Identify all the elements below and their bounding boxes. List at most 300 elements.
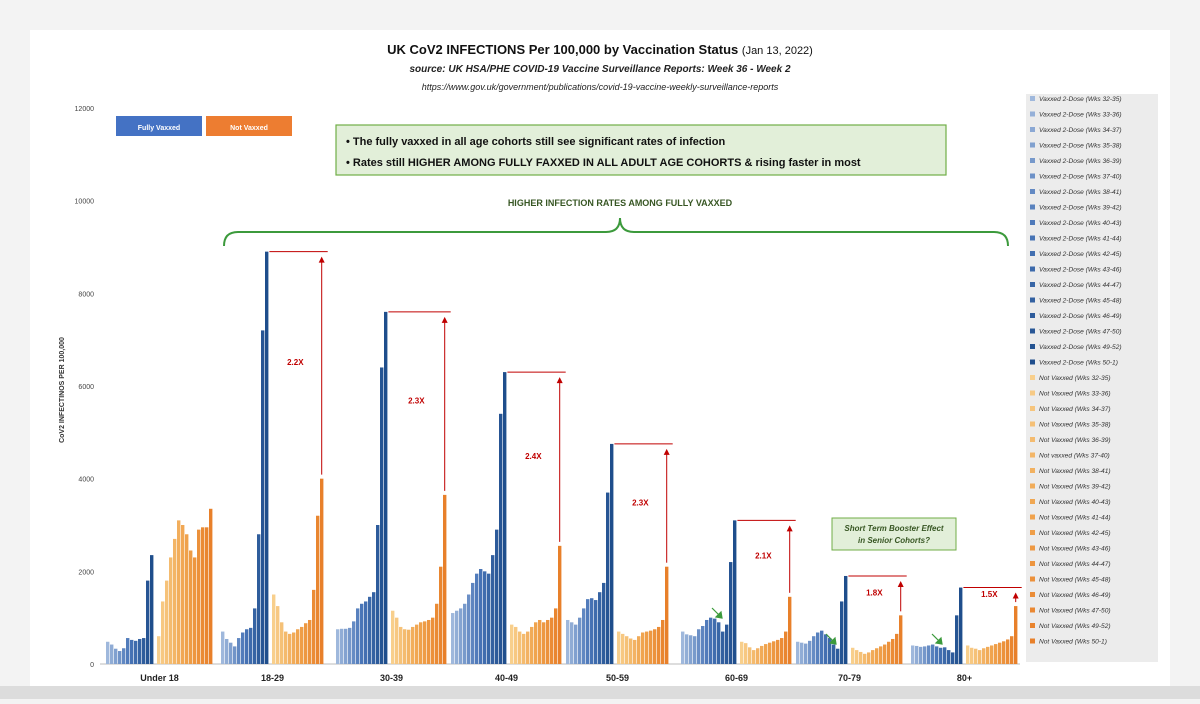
not-vaxxed-bar [895,634,898,664]
vaxxed-bar [808,641,811,664]
chart-source-url: https://www.gov.uk/government/publications/covid-19-vaccine-weekly-surveillance-reports [421,82,779,92]
vaxxed-bar [709,618,712,664]
not-vaxxed-bar [645,632,648,664]
not-vaxxed-bar [522,634,525,664]
ratio-label: 2.4X [525,451,542,461]
not-vaxxed-bar [879,646,882,664]
not-vaxxed-bar [649,631,652,664]
not-vaxxed-bar [308,620,311,664]
vaxxed-bar [586,599,589,664]
not-vaxxed-bar [966,645,969,664]
x-tick-label: 60-69 [724,673,749,683]
not-vaxxed-bar [974,649,977,664]
not-vaxxed-bar [629,639,632,664]
not-vaxxed-bar [665,567,668,664]
legend-swatch [1030,158,1035,163]
x-tick-label: 80+ [956,673,973,683]
legend-swatch [1030,391,1035,396]
legend-entry: Vaxxed 2-Dose (Wks 41-44) [1039,235,1122,243]
vaxxed-bar [800,643,803,664]
vaxxed-bar [360,604,363,664]
legend-swatch [1030,530,1035,535]
not-vaxxed-bar [617,632,620,664]
vaxxed-bar [368,597,371,664]
vaxxed-bar [717,622,720,664]
y-tick-label: 8000 [78,291,94,299]
not-vaxxed-bar [546,620,549,664]
chart-subtitle: source: UK HSA/PHE COVID-19 Vaccine Surveillance Reports: Week 36 - Week 2 [409,64,791,75]
legend-swatch [1030,313,1035,318]
not-vaxxed-bar [855,650,858,664]
callout-box [336,125,946,175]
legend-entry: Not Vaxxed (Wks 46-49) [1039,592,1111,599]
not-vaxxed-bar [173,539,176,664]
vaxxed-bar [114,649,117,664]
not-vaxxed-bar [510,625,513,664]
not-vaxxed-bar [280,622,283,664]
vaxxed-bar [253,608,256,664]
not-vaxxed-bar [883,645,886,664]
vaxxed-bar [475,574,478,664]
not-vaxxed-bar [1014,606,1017,664]
legend-swatch [1030,96,1035,101]
not-vaxxed-bar [752,650,755,664]
not-vaxxed-bar [986,647,989,664]
legend-entry: Not Vaxxed (Wks 36-39) [1039,437,1111,444]
not-vaxxed-bar [181,525,184,664]
not-vaxxed-bar [407,630,410,664]
not-vaxxed-bar [859,652,862,664]
vaxxed-bar [122,648,125,664]
legend-swatch [1030,546,1035,551]
legend-swatch [1030,298,1035,303]
vaxxed-bar [245,629,248,664]
fully-vaxxed-legend-button [116,116,202,136]
vaxxed-bar [130,640,133,664]
vaxxed-bar [840,601,843,664]
legend-entry: Not Vaxxed (Wks 38-41) [1039,468,1111,475]
legend-swatch [1030,592,1035,597]
vaxxed-bar [606,493,609,664]
bracket-label: HIGHER INFECTION RATES AMONG FULLY VAXXED [507,198,733,208]
not-vaxxed-bar [312,590,315,664]
not-vaxxed-bar [161,601,164,664]
not-vaxxed-bar [296,629,299,664]
legend-swatch [1030,453,1035,458]
vaxxed-bar [142,638,145,664]
ratio-label: 2.3X [632,498,649,508]
legend-swatch [1030,468,1035,473]
vaxxed-bar [340,629,343,664]
legend-swatch [1030,344,1035,349]
legend-swatch [1030,623,1035,628]
not-vaxxed-bar [292,632,295,664]
vaxxed-bar [249,628,252,664]
svg-text:Not Vaxxed: Not Vaxxed [230,125,268,132]
legend-swatch [1030,329,1035,334]
vaxxed-bar [832,645,835,664]
legend-entry: Not Vaxxed (Wks 32-35) [1039,375,1111,382]
legend-swatch [1030,375,1035,380]
legend-swatch [1030,608,1035,613]
legend-swatch [1030,220,1035,225]
legend-entry: Not Vaxxed (Wks 41-44) [1039,514,1111,522]
not-vaxxed-bar [982,648,985,664]
legend-swatch [1030,515,1035,520]
legend-entry: Vaxxed 2-Dose (Wks 43-46) [1039,266,1122,274]
vaxxed-bar [935,646,938,664]
vaxxed-bar [265,252,268,664]
legend-entry: Vaxxed 2-Dose (Wks 35-38) [1039,142,1122,150]
vaxxed-bar [491,555,494,664]
vaxxed-bar [697,629,700,664]
not-vaxxed-bar [399,627,402,664]
vaxxed-bar [824,634,827,664]
vaxxed-bar [118,651,121,664]
legend-entry: Not Vaxxed (Wks 49-52) [1039,623,1111,630]
vaxxed-bar [483,571,486,664]
legend-swatch [1030,236,1035,241]
legend-swatch [1030,282,1035,287]
legend-entry: Vaxxed 2-Dose (Wks 36-39) [1039,158,1122,165]
vaxxed-bar [257,534,260,664]
legend-swatch [1030,251,1035,256]
legend-entry: Not Vaxxed (Wks 35-38) [1039,421,1111,429]
vaxxed-bar [570,622,573,664]
vaxxed-bar [459,608,462,664]
legend-entry: Vaxxed 2-Dose (Wks 44-47) [1039,282,1122,289]
not-vaxxed-bar [1010,636,1013,664]
vaxxed-bar [701,626,704,664]
vaxxed-bar [352,621,355,664]
vaxxed-bar [221,632,224,664]
not-vaxxed-bar [863,654,866,664]
legend-entry: Not Vaxxed (Wks 45-48) [1039,576,1111,584]
legend-entry: Vaxxed 2-Dose (Wks 33-36) [1039,111,1122,119]
vaxxed-bar [138,639,141,664]
not-vaxxed-bar [760,646,763,664]
not-vaxxed-bar [177,520,180,664]
not-vaxxed-bar [189,550,192,664]
legend-swatch [1030,143,1035,148]
not-vaxxed-bar [764,644,767,664]
bottom-strip [0,686,1200,699]
not-vaxxed-bar [205,527,208,664]
legend-entry: Not vaxxed (Wks 37-40) [1039,452,1110,460]
not-vaxxed-bar [419,622,422,664]
ratio-label: 1.8X [866,588,883,598]
not-vaxxed-bar [427,620,430,664]
not-vaxxed-bar [772,641,775,664]
booster-note-line-2: in Senior Cohorts? [858,536,930,545]
not-vaxxed-bar [558,546,561,664]
vaxxed-bar [713,619,716,664]
vaxxed-bar [943,647,946,664]
y-tick-label: 0 [90,662,94,669]
vaxxed-bar [689,635,692,664]
vaxxed-bar [816,632,819,664]
vaxxed-bar [729,562,732,664]
not-vaxxed-bar [193,557,196,664]
legend-entry: Vaxxed 2-Dose (Wks 32-35) [1039,96,1122,103]
not-vaxxed-bar [316,516,319,664]
legend-swatch [1030,112,1035,117]
svg-text:Fully Vaxxed: Fully Vaxxed [137,125,181,132]
not-vaxxed-bar [435,604,438,664]
x-tick-label: 50-59 [605,673,630,683]
legend-entry: Not Vaxxed (Wks 42-45) [1039,530,1111,537]
legend-swatch [1030,189,1035,194]
not-vaxxed-bar [304,623,307,664]
legend-entry: Vaxxed 2-Dose (Wks 42-45) [1039,251,1122,258]
vaxxed-bar [344,629,347,664]
not-vaxxed-bar [431,618,434,664]
x-tick-label: 40-49 [494,673,519,683]
vaxxed-bar [487,574,490,664]
vaxxed-bar [499,414,502,664]
legend-swatch [1030,639,1035,644]
not-vaxxed-bar [740,642,743,664]
not-vaxxed-bar [744,643,747,664]
legend-swatch [1030,267,1035,272]
not-vaxxed-bar [288,634,291,664]
legend-swatch [1030,360,1035,365]
vaxxed-bar [384,312,387,664]
vaxxed-bar [364,601,367,664]
vaxxed-bar [590,598,593,664]
vaxxed-bar [594,600,597,664]
vaxxed-bar [376,525,379,664]
vaxxed-bar [566,620,569,664]
vaxxed-bar [836,649,839,664]
not-vaxxed-bar [625,636,628,664]
legend-entry: Vaxxed 2-Dose (Wks 34-37) [1039,127,1122,134]
not-vaxxed-bar [776,640,779,664]
vaxxed-bar [336,629,339,664]
not-vaxxed-bar [165,581,168,664]
not-vaxxed-bar [780,638,783,664]
vaxxed-bar [463,604,466,664]
not-vaxxed-bar [411,627,414,664]
not-vaxxed-bar [1006,639,1009,664]
ratio-label: 1.5X [981,589,998,599]
legend-swatch [1030,127,1035,132]
vaxxed-bar [150,555,153,664]
not-vaxxed-bar [276,606,279,664]
legend-entry: Not Vaxxed (Wks 39-42) [1039,483,1111,491]
vaxxed-bar [796,642,799,664]
callout-line-2: • Rates still HIGHER AMONG FULLY FAXXED IN ALL ADULT AGE COHORTS & rising faster in most [346,157,861,169]
vaxxed-bar [126,638,129,664]
legend-swatch [1030,577,1035,582]
not-vaxxed-legend-button [206,116,292,136]
chart-title: UK CoV2 INFECTIONS Per 100,000 by Vaccination Status (Jan 13, 2022) [387,42,813,57]
not-vaxxed-bar [300,627,303,664]
legend-entry: Vaxxed 2-Dose (Wks 39-42) [1039,204,1122,212]
not-vaxxed-bar [185,534,188,664]
legend-entry: Vaxxed 2-Dose (Wks 40-43) [1039,220,1122,227]
vaxxed-bar [820,631,823,664]
not-vaxxed-bar [653,629,656,664]
not-vaxxed-bar [284,632,287,664]
not-vaxxed-bar [978,650,981,664]
legend-entry: Vaxxed 2-Dose (Wks 45-48) [1039,297,1122,305]
vaxxed-bar [451,613,454,664]
ratio-label: 2.1X [755,551,772,561]
vaxxed-bar [237,638,240,664]
vaxxed-bar [380,367,383,664]
ratio-label: 2.3X [408,396,425,406]
legend-entry: Not Vaxxed (Wks 50-1) [1039,638,1107,646]
not-vaxxed-bar [415,625,418,664]
not-vaxxed-bar [871,650,874,664]
not-vaxxed-bar [169,557,172,664]
legend-swatch [1030,205,1035,210]
legend-swatch [1030,422,1035,427]
not-vaxxed-bar [403,629,406,664]
not-vaxxed-bar [851,648,854,664]
not-vaxxed-bar [530,627,533,664]
not-vaxxed-bar [439,567,442,664]
vaxxed-bar [610,444,613,664]
legend-entry: Not Vaxxed (Wks 47-50) [1039,607,1111,615]
legend-entry: Vaxxed 2-Dose (Wks 47-50) [1039,328,1122,336]
vaxxed-bar [229,643,232,664]
vaxxed-bar [146,581,149,664]
vaxxed-bar [681,632,684,664]
vaxxed-bar [812,636,815,664]
not-vaxxed-bar [621,634,624,664]
vaxxed-bar [479,569,482,664]
vaxxed-bar [356,608,359,664]
not-vaxxed-bar [391,611,394,664]
booster-note-line-1: Short Term Booster Effect [844,524,944,533]
legend-entry: Vaxxed 2-Dose (Wks 49-52) [1039,344,1122,351]
vaxxed-bar [134,641,137,664]
not-vaxxed-bar [661,620,664,664]
not-vaxxed-bar [784,632,787,664]
x-tick-label: 18-29 [260,673,285,683]
not-vaxxed-bar [867,652,870,664]
not-vaxxed-bar [657,627,660,664]
legend-swatch [1030,484,1035,489]
legend-swatch [1030,406,1035,411]
vaxxed-bar [261,330,264,664]
vaxxed-bar [471,583,474,664]
vaxxed-bar [955,615,958,664]
booster-note-box [832,518,956,550]
vaxxed-bar [602,583,605,664]
not-vaxxed-bar [970,648,973,664]
vaxxed-bar [372,592,375,664]
vaxxed-bar [927,645,930,664]
vaxxed-bar [574,625,577,664]
vaxxed-bar [804,644,807,664]
x-tick-label: Under 18 [140,673,179,683]
legend-entry: Not Vaxxed (Wks 40-43) [1039,499,1111,506]
vaxxed-bar [725,625,728,664]
vaxxed-bar [467,595,470,665]
vaxxed-bar [598,592,601,664]
not-vaxxed-bar [641,632,644,664]
not-vaxxed-bar [514,627,517,664]
not-vaxxed-bar [891,639,894,664]
vaxxed-bar [951,652,954,664]
vaxxed-bar [455,611,458,664]
vaxxed-bar [348,628,351,664]
vaxxed-bar [733,520,736,664]
not-vaxxed-bar [554,608,557,664]
legend-entry: Vaxxed 2-Dose (Wks 46-49) [1039,313,1122,320]
legend-entry: Not Vaxxed (Wks 43-46) [1039,545,1111,553]
vaxxed-bar [721,632,724,664]
legend-entry: Not Vaxxed (Wks 44-47) [1039,561,1111,568]
legend-entry: Not Vaxxed (Wks 34-37) [1039,406,1111,413]
vaxxed-bar [911,645,914,664]
y-tick-label: 4000 [78,476,94,484]
not-vaxxed-bar [534,622,537,664]
not-vaxxed-bar [899,615,902,664]
not-vaxxed-bar [272,595,275,665]
not-vaxxed-bar [998,643,1001,664]
vaxxed-bar [931,645,934,664]
not-vaxxed-bar [320,479,323,664]
vaxxed-bar [110,645,113,664]
not-vaxxed-bar [994,644,997,664]
not-vaxxed-bar [875,648,878,664]
vaxxed-bar [495,530,498,664]
y-tick-label: 6000 [78,384,94,391]
legend-swatch [1030,437,1035,442]
vaxxed-bar [919,647,922,664]
vaxxed-bar [503,372,506,664]
not-vaxxed-bar [395,618,398,664]
vaxxed-bar [233,646,236,664]
x-tick-label: 30-39 [379,673,404,683]
vaxxed-bar [106,642,109,664]
legend-entry: Not Vaxxed (Wks 33-36) [1039,390,1111,398]
vaxxed-bar [578,618,581,664]
vaxxed-bar [844,576,847,664]
not-vaxxed-bar [197,530,200,664]
vaxxed-bar [923,646,926,664]
not-vaxxed-bar [443,495,446,664]
y-tick-label: 10000 [74,198,94,206]
not-vaxxed-bar [518,632,521,664]
not-vaxxed-bar [748,647,751,664]
legend-swatch [1030,174,1035,179]
x-tick-label: 70-79 [837,673,862,683]
not-vaxxed-bar [637,636,640,664]
vaxxed-bar [693,636,696,664]
not-vaxxed-bar [768,643,771,664]
vaxxed-bar [685,634,688,664]
y-axis-label: CoV2 INFECTINOS PER 100,000 [59,337,66,443]
not-vaxxed-bar [756,648,759,664]
vaxxed-bar [947,650,950,664]
vaxxed-bar [705,620,708,664]
vaxxed-bar [241,632,244,664]
not-vaxxed-bar [157,636,160,664]
not-vaxxed-bar [542,622,545,664]
legend-entry: Vaxxed 2-Dose (Wks 50-1) [1039,359,1118,367]
vaxxed-bar [939,648,942,664]
vaxxed-bar [959,588,962,664]
not-vaxxed-bar [990,645,993,664]
legend-entry: Vaxxed 2-Dose (Wks 37-40) [1039,173,1122,181]
not-vaxxed-bar [538,620,541,664]
ratio-label: 2.2X [287,358,304,368]
